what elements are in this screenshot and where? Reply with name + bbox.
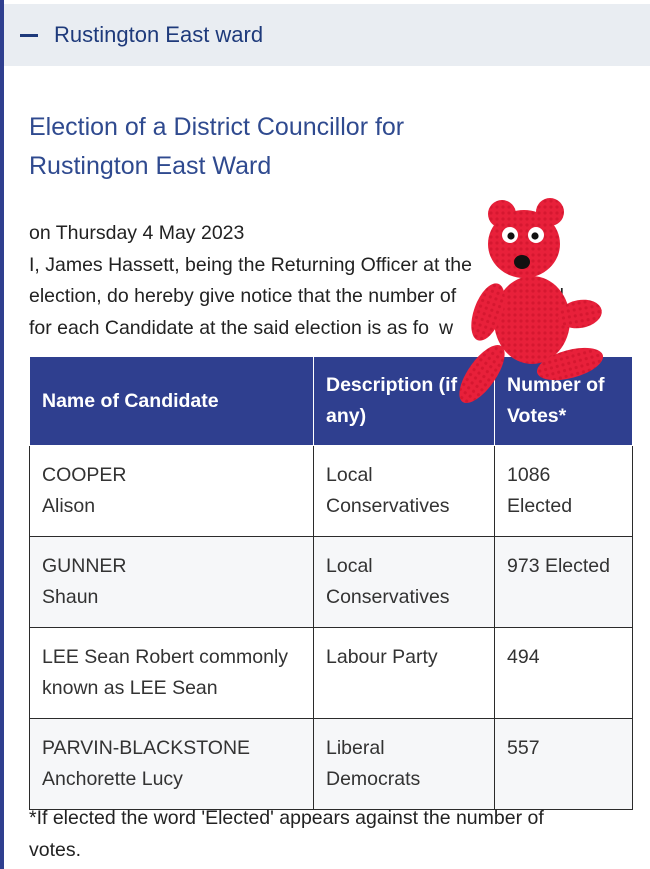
description-line-1: Labour Party xyxy=(326,646,438,668)
para-line-2: I, James Hassett, being the Returning Officer at the xyxy=(29,253,472,276)
description-line-2: Conservatives xyxy=(326,586,450,608)
red-bear-mascot-icon xyxy=(452,192,612,412)
heading-line-2: Rustington East Ward xyxy=(29,152,272,180)
header-name: Name of Candidate xyxy=(30,357,314,446)
candidate-surname: LEE Sean Robert commonly xyxy=(42,646,289,668)
footnote xyxy=(29,803,629,866)
votes-line-1: 557 xyxy=(507,737,540,759)
description-line-2: Democrats xyxy=(326,768,421,790)
votes-cell xyxy=(495,446,633,537)
description-line-2: Conservatives xyxy=(326,495,450,517)
votes-cell xyxy=(495,537,633,628)
description-cell xyxy=(314,719,495,810)
candidate-surname: GUNNER xyxy=(42,555,127,577)
heading-line-1: Election of a District Councillor for xyxy=(29,113,405,141)
votes-line-1: 1086 xyxy=(507,464,551,486)
table-row xyxy=(30,446,633,537)
footnote-line-2: votes. xyxy=(29,838,82,861)
accordion-header-rustington-east[interactable] xyxy=(4,4,650,66)
para-line-1: on Thursday 4 May 2023 xyxy=(29,222,245,244)
candidate-forename: Alison xyxy=(42,495,96,517)
votes-line-2: Elected xyxy=(507,495,573,517)
results-table xyxy=(29,356,633,810)
votes-cell xyxy=(495,628,633,719)
candidate-forename: Anchorette Lucy xyxy=(42,768,183,790)
para-line-4a: for each Candidate at the said election is as fo xyxy=(29,316,429,339)
candidate-name-cell xyxy=(30,628,314,719)
description-cell xyxy=(314,628,495,719)
para-line-3a: election, do hereby give notice that the number of xyxy=(29,285,457,307)
para-line-4b: w xyxy=(439,316,454,339)
votes-line-1: 494 xyxy=(507,646,540,668)
accordion-title[interactable]: Rustington East ward xyxy=(54,22,264,47)
table-row xyxy=(30,537,633,628)
candidate-surname: COOPER xyxy=(42,464,127,486)
votes-cell xyxy=(495,719,633,810)
candidate-surname: PARVIN-BLACKSTONE xyxy=(42,737,251,759)
description-line-1: Liberal xyxy=(326,737,385,759)
description-line-1: Local xyxy=(326,555,373,577)
header-description: Description (if any) xyxy=(314,357,495,446)
collapse-minus-icon[interactable] xyxy=(20,34,38,37)
candidate-name-cell xyxy=(30,537,314,628)
candidate-forename: Shaun xyxy=(42,586,99,608)
candidate-name-cell xyxy=(30,446,314,537)
footnote-line-1: *If elected the word 'Elected' appears against the number of xyxy=(29,807,544,829)
candidate-forename: known as LEE Sean xyxy=(42,677,218,699)
header-votes: Number of Votes* xyxy=(495,357,633,446)
candidate-name-cell xyxy=(30,719,314,810)
table-row xyxy=(30,719,633,810)
notice-heading xyxy=(29,108,509,186)
description-line-1: Local xyxy=(326,464,373,486)
table-row xyxy=(30,628,633,719)
votes-line-1: 973 Elected xyxy=(507,555,610,577)
description-cell xyxy=(314,537,495,628)
description-cell xyxy=(314,446,495,537)
